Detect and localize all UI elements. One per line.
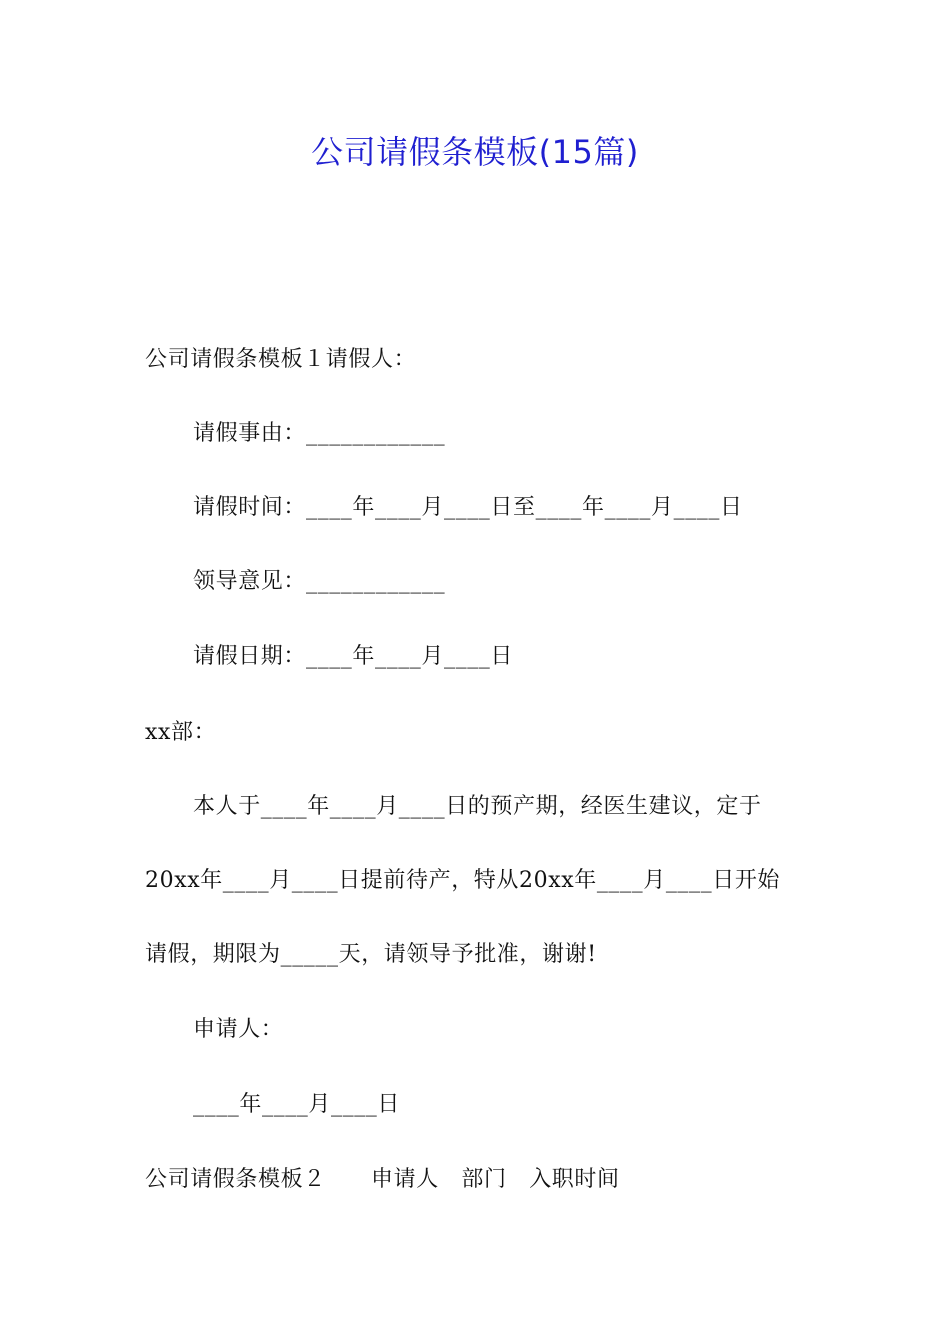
leave-period-line: 请假时间：____年____月____日至____年____月____日: [193, 495, 743, 520]
body-paragraph-line-2: 20xx年____月____日提前待产，特从20xx年____月____日开始: [145, 868, 781, 893]
body-paragraph-line-1: 本人于____年____月____日的预产期，经医生建议，定于: [193, 794, 762, 819]
body-paragraph-line-3: 请假，期限为_____天，请领导予批准，谢谢!: [145, 942, 597, 967]
leave-reason-line: 请假事由：____________: [193, 421, 446, 446]
signature-date-line: ____年____月____日: [193, 1092, 401, 1117]
leave-date-line: 请假日期：____年____月____日: [193, 644, 514, 669]
applicant-line: 申请人：: [193, 1017, 284, 1042]
section-2-heading: 公司请假条模板２ 申请人 部门 入职时间: [145, 1167, 620, 1192]
document-title: 公司请假条模板(15篇): [311, 133, 639, 171]
leader-opinion-line: 领导意见：____________: [193, 569, 446, 594]
section-1-heading: 公司请假条模板１请假人：: [145, 347, 417, 372]
department-salutation: xx部：: [145, 720, 217, 745]
